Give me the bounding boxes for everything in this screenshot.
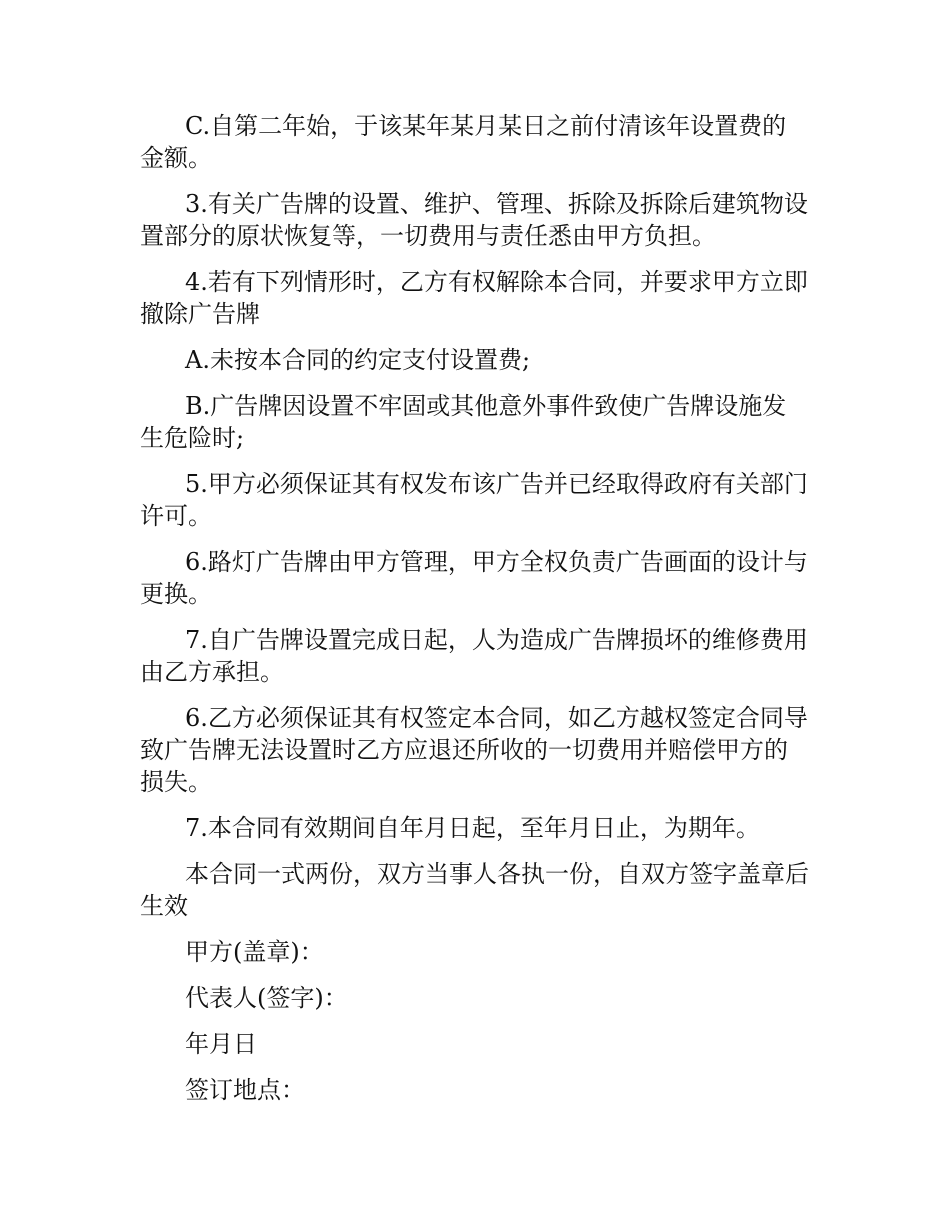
- clause-7-repair: 7.自广告牌设置完成日起，人为造成广告牌损坏的维修费用由乙方承担。: [140, 626, 808, 686]
- clause-4-termination: 4.若有下列情形时，乙方有权解除本合同，并要求甲方立即撤除广告牌: [140, 268, 808, 328]
- clause-4b: B.广告牌因设置不牢固或其他意外事件致使广告牌设施发生危险时;: [140, 392, 787, 452]
- signing-place: 签订地点：: [185, 1076, 305, 1104]
- signing-date: 年月日: [185, 1030, 257, 1058]
- clause-4a: A.未按本合同的约定支付设置费;: [185, 346, 531, 374]
- clause-6-management: 6.路灯广告牌由甲方管理，甲方全权负责广告画面的设计与更换。: [140, 548, 808, 608]
- clause-5-permit: 5.甲方必须保证其有权发布该广告并已经取得政府有关部门许可。: [140, 470, 808, 530]
- clause-3-costs: 3.有关广告牌的设置、维护、管理、拆除及拆除后建筑物设置部分的原状恢复等，一切费用与责任悉由甲方负担。: [140, 190, 808, 250]
- clause-c-payment: C.自第二年始，于该某年某月某日之前付清该年设置费的金额。: [140, 112, 787, 172]
- clause-6-authority: 6.乙方必须保证其有权签定本合同，如乙方越权签定合同导致广告牌无法设置时乙方应退还所收的一切费用并赔偿甲方的损失。: [140, 704, 808, 796]
- clause-copies: 本合同一式两份，双方当事人各执一份，自双方签字盖章后生效: [140, 860, 809, 920]
- representative-signature: 代表人(签字)：: [185, 984, 348, 1012]
- clause-7-term: 7.本合同有效期间自年月日起，至年月日止，为期年。: [185, 814, 760, 842]
- document-body: [140, 110, 810, 1120]
- party-a-seal: 甲方(盖章)：: [185, 938, 324, 966]
